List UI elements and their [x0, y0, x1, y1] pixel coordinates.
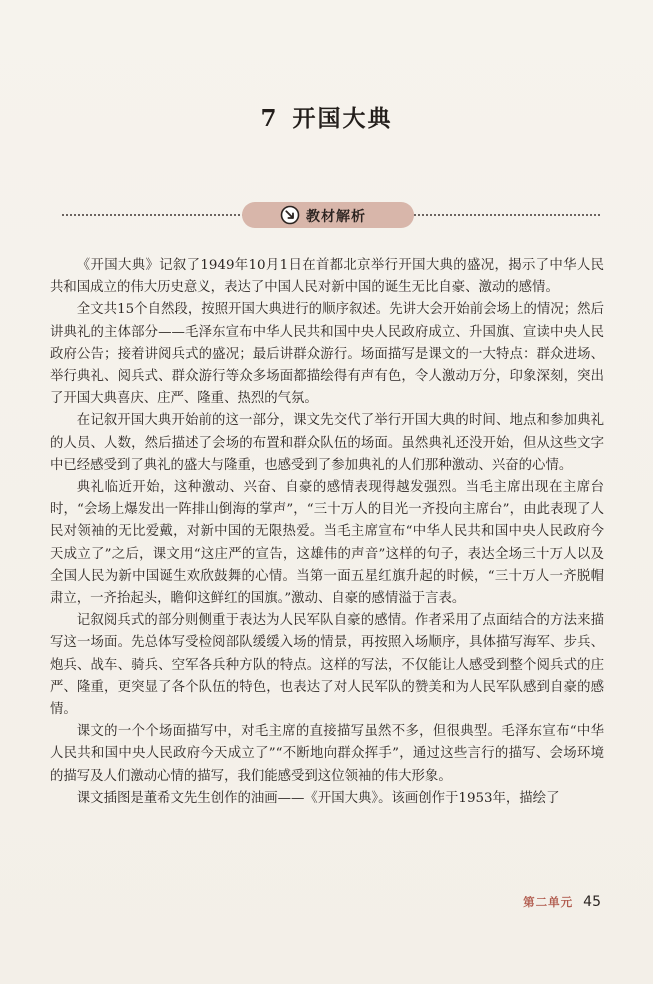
paragraph: 课文插图是董希文先生创作的油画——《开国大典》。该画创作于1953年，描绘了	[76, 790, 560, 806]
lesson-title-text: 开国大典	[292, 105, 393, 132]
paragraph: 典礼临近开始，这种激动、兴奋、自豪的感情表现得越发强烈。当毛主席出现在主席台时，“会场上爆发出一阵排山倒海的掌声”，“三十万人的目光一齐投向主席台”，由此表现了人民对领袖的无比爱戴，对新中国的无限热爱。当毛主席宣布“中华人民共和国中央人民政府今天成立了”之后，课文用“这庄严的宣告，这雄伟的声音”这样的句子，表达全场三十万人以及全国人民为新中国诞生欢欣鼓舞的心情。当第一面五星红旗升起的时候，“三十万人一齐脱帽肃立，一齐抬起头，瞻仰这鲜红的国旗。”激动、自豪的感情溢于言表。	[50, 480, 604, 607]
paragraph: 课文的一个个场面描写中，对毛主席的直接描写虽然不多，但很典型。毛泽东宣布“中华人民共和国中央人民政府今天成立了”“不断地向群众挥手”，通过这些言行的描写、会场环境的描写及人们激动心情的描写，我们能感受到这位领袖的伟大形象。	[50, 724, 604, 784]
lesson-title	[0, 100, 653, 133]
section-header	[62, 202, 600, 228]
section-pill	[242, 202, 414, 228]
page-footer	[523, 891, 601, 910]
paragraph: 全文共15个自然段，按照开国大典进行的顺序叙述。先讲大会开始前会场上的情况；然后讲典礼的主体部分——毛泽东宣布中华人民共和国中央人民政府成立、升国旗、宣读中央人民政府公告；接着讲阅兵式的盛况；最后讲群众游行。场面描写是课文的一大特点：群众进场、举行典礼、阅兵式、群众游行等众多场面都描绘得有声有色，令人激动万分，印象深刻，突出了开国大典喜庆、庄严、隆重、热烈的气氛。	[50, 302, 604, 407]
arrow-circle-icon	[280, 205, 300, 225]
paragraph: 在记叙开国大典开始前的这一部分，课文先交代了举行开国大典的时间、地点和参加典礼的人员、人数，然后描述了会场的布置和群众队伍的场面。虽然典礼还没开始，但从这些文字中已经感受到了典礼的盛大与隆重，也感受到了参加典礼的人们那种激动、兴奋的心情。	[50, 413, 604, 473]
paragraph: 记叙阅兵式的部分则侧重于表达为人民军队自豪的感情。作者采用了点面结合的方法来描写这一场面。先总体写受检阅部队缓缓入场的情景，再按照入场顺序，具体描写海军、步兵、炮兵、战车、骑兵、空军各兵种方队的特点。这样的写法，不仅能让人感受到整个阅兵式的庄严、隆重，更突显了各个队伍的特色，也表达了对人民军队的赞美和为人民军队感到自豪的感情。	[50, 613, 604, 718]
unit-label: 第二单元	[523, 895, 574, 909]
lesson-number: 7	[260, 105, 279, 132]
paragraph: 《开国大典》记叙了1949年10月1日在首都北京举行开国大典的盛况，揭示了中华人民共和国成立的伟大历史意义，表达了中国人民对新中国的诞生无比自豪、激动的感情。	[50, 258, 604, 296]
section-label: 教材解析	[306, 209, 366, 225]
dotted-divider-right	[414, 214, 600, 216]
dotted-divider-left	[62, 214, 244, 216]
analysis-body	[50, 255, 604, 810]
page-number: 45	[583, 894, 601, 910]
